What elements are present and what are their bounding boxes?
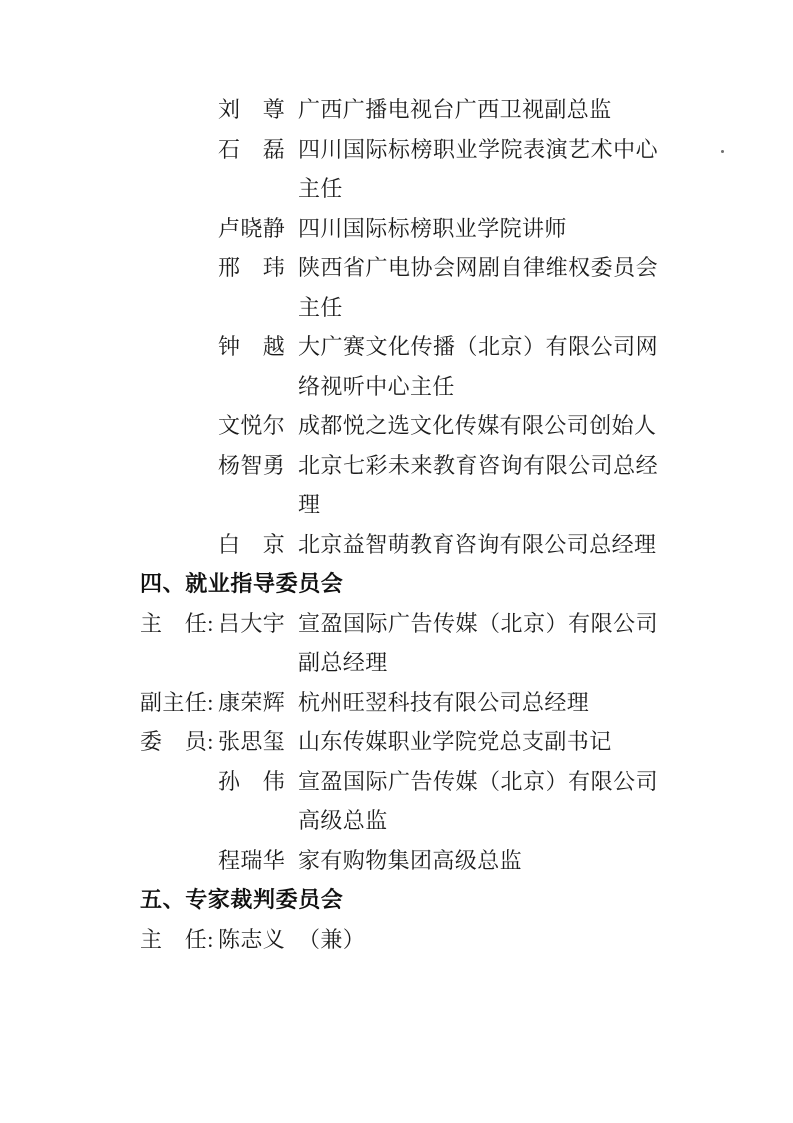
member-role: 主 任: <box>140 926 214 952</box>
scan-speck-dot <box>721 150 724 153</box>
member-name: 卢晓静 <box>218 215 286 241</box>
member-name: 张思玺 <box>218 729 286 754</box>
member-affiliation: （兼） <box>298 926 366 952</box>
member-name: 石 磊 <box>218 136 286 162</box>
member-affiliation: 宣盈国际广告传媒（北京）有限公司副总经理 <box>298 610 658 675</box>
member-row <box>140 446 660 525</box>
member-name: 钟 越 <box>218 334 286 359</box>
member-role: 副主任: <box>140 689 214 715</box>
member-name: 邢 玮 <box>218 255 286 280</box>
member-affiliation: 杭州旺翌科技有限公司总经理 <box>298 689 590 715</box>
member-row <box>140 209 660 249</box>
member-name: 孙 伟 <box>218 768 286 794</box>
member-row <box>140 406 660 446</box>
member-affiliation: 山东传媒职业学院党总支副书记 <box>298 729 612 754</box>
member-row <box>140 920 660 960</box>
member-role: 委 员: <box>140 729 214 754</box>
member-row <box>140 130 660 209</box>
member-name: 程瑞华 <box>218 847 286 873</box>
member-affiliation: 广西广播电视台广西卫视副总监 <box>298 97 612 122</box>
member-row <box>140 248 660 327</box>
member-name: 文悦尔 <box>218 413 286 438</box>
member-row <box>140 841 660 881</box>
member-row <box>140 90 660 130</box>
member-row <box>140 762 660 841</box>
member-affiliation: 大广赛文化传播（北京）有限公司网络视听中心主任 <box>298 334 658 399</box>
member-role: 主 任: <box>140 610 214 636</box>
member-name: 白 京 <box>218 531 286 557</box>
member-affiliation: 四川国际标榜职业学院讲师 <box>298 215 567 241</box>
member-row <box>140 525 660 565</box>
member-affiliation: 家有购物集团高级总监 <box>298 847 523 873</box>
member-affiliation: 北京七彩未来教育咨询有限公司总经理 <box>298 452 658 517</box>
member-name: 杨智勇 <box>218 452 286 478</box>
member-name: 康荣辉 <box>218 689 286 715</box>
section-heading-employment-guidance-committee: 四、就业指导委员会 <box>140 571 344 596</box>
member-row <box>140 327 660 406</box>
member-affiliation: 宣盈国际广告传媒（北京）有限公司高级总监 <box>298 768 658 833</box>
member-row <box>140 722 660 762</box>
member-affiliation: 四川国际标榜职业学院表演艺术中心主任 <box>298 136 658 201</box>
section-heading-expert-judging-committee: 五、专家裁判委员会 <box>140 887 344 912</box>
member-affiliation: 陕西省广电协会网剧自律维权委员会主任 <box>298 255 658 320</box>
member-name: 刘 尊 <box>218 97 286 122</box>
member-row <box>140 683 660 723</box>
member-name: 吕大宇 <box>218 610 286 636</box>
member-affiliation: 北京益智萌教育咨询有限公司总经理 <box>298 531 657 557</box>
document-content <box>140 90 660 959</box>
member-name: 陈志义 <box>218 926 286 952</box>
member-row <box>140 604 660 683</box>
member-affiliation: 成都悦之选文化传媒有限公司创始人 <box>298 413 657 438</box>
